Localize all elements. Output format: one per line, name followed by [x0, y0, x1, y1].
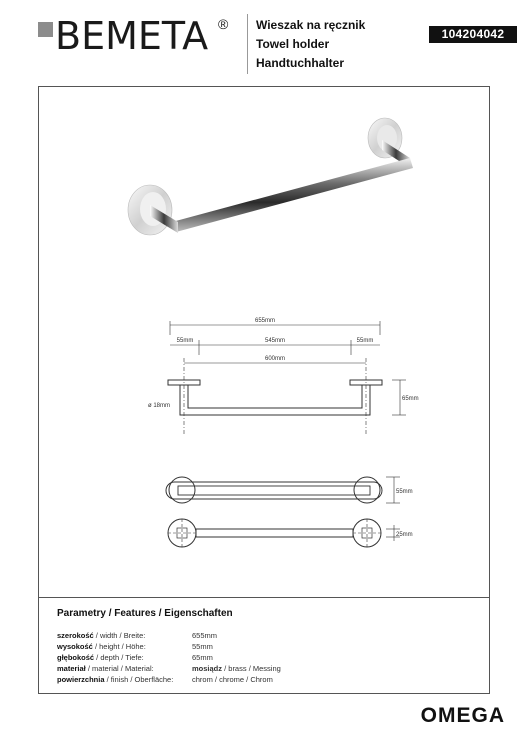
- header: [0, 0, 530, 80]
- dim-right: 55mm: [356, 338, 374, 344]
- spec-label-rest: / height / Höhe:: [92, 642, 146, 651]
- series-name: OMEGA: [420, 704, 505, 727]
- technical-drawing: [130, 310, 430, 560]
- title-german: Handtuchhalter: [256, 56, 345, 70]
- dim-diameter: ø 18mm: [148, 403, 171, 409]
- specs-title: Parametry / Features / Eigenschaften: [57, 608, 233, 619]
- spec-value: 655mm: [192, 631, 218, 640]
- brand-name: BEMETA: [55, 14, 209, 58]
- brand-logo: [38, 14, 238, 64]
- spec-label-rest: / depth / Tiefe:: [94, 653, 144, 662]
- header-divider: [247, 14, 248, 74]
- registered-mark: ®: [218, 16, 229, 32]
- product-titles: [256, 16, 365, 73]
- spec-label-pl: wysokość: [57, 642, 93, 651]
- dim-left: 55mm: [176, 338, 194, 344]
- logo-square-icon: [38, 22, 53, 37]
- title-polish: Wieszak na ręcznik: [256, 18, 366, 32]
- spec-value: 55mm: [192, 642, 213, 651]
- dim-height: 65mm: [402, 396, 419, 402]
- spec-label-rest: / width / Breite:: [93, 631, 146, 640]
- product-photo: [120, 110, 440, 250]
- spec-label-rest: / finish / Oberfläche:: [104, 675, 174, 684]
- dim-depth: 55mm: [396, 489, 413, 495]
- spec-value: 65mm: [192, 653, 213, 662]
- dim-thickness: 25mm: [396, 532, 413, 538]
- frame-separator: [38, 597, 490, 598]
- spec-value-bold: mosiądz: [192, 664, 223, 673]
- spec-label-rest: / material / Material:: [85, 664, 154, 673]
- dim-inner: 600mm: [264, 356, 286, 362]
- spec-label-pl: materiał: [57, 664, 86, 673]
- product-code: 104204042: [429, 26, 517, 43]
- dim-total: 655mm: [254, 318, 276, 324]
- spec-value: / brass / Messing: [222, 664, 281, 673]
- spec-label-pl: powierzchnia: [57, 675, 105, 684]
- towel-bar: [172, 158, 413, 232]
- dim-mid: 545mm: [264, 338, 286, 344]
- spec-value: chrom / chrome / Chrom: [192, 675, 273, 684]
- spec-label-pl: głębokość: [57, 653, 95, 662]
- title-english: Towel holder: [256, 37, 330, 51]
- spec-label-pl: szerokość: [57, 631, 94, 640]
